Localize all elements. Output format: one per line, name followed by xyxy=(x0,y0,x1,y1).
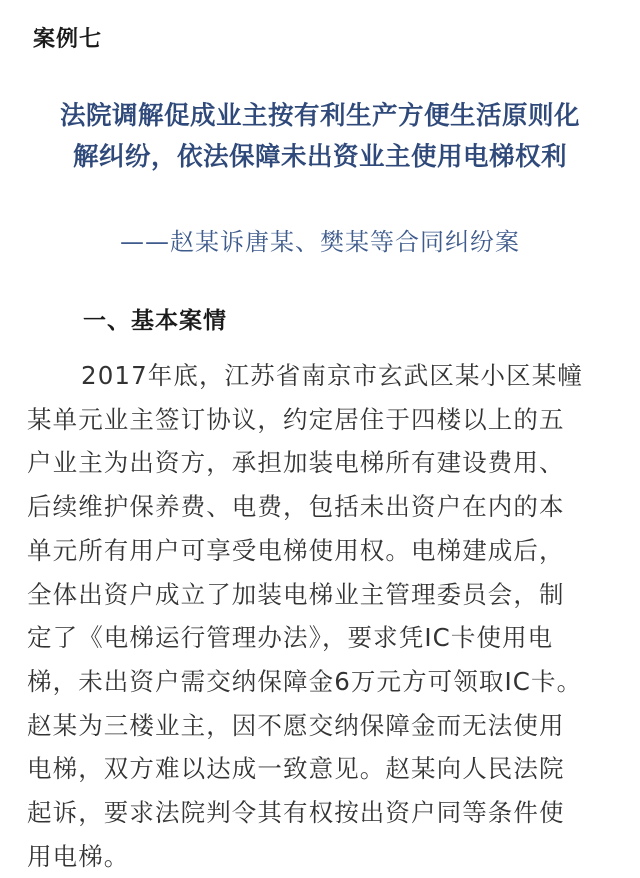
body-line: 全体出资户成立了加装电梯业主管理委员会，制 xyxy=(27,579,565,609)
case-title-line: 解纠纷，依法保障未出资业主使用电梯权利 xyxy=(72,142,567,172)
body-line: 后续维护保养费、电费，包括未出资户在内的本 xyxy=(27,492,565,522)
body-line: 赵某为三楼业主，因不愿交纳保障金而无法使用 xyxy=(27,710,565,740)
case-subtitle: ——赵某诉唐某、樊某等合同纠纷案 xyxy=(120,228,520,256)
body-line: 户业主为出资方，承担加装电梯所有建设费用、 xyxy=(27,448,565,478)
body-line: 2017年底，江苏省南京市玄武区某小区某幢 xyxy=(81,361,583,390)
body-line: 梯，未出资户需交纳保障金6万元方可领取IC卡。 xyxy=(27,666,583,696)
body-line: 某单元业主签订协议，约定居住于四楼以上的五 xyxy=(27,404,565,434)
body-line: 用电梯。 xyxy=(27,841,130,871)
case-title-line: 法院调解促成业主按有利生产方便生活原则化 xyxy=(59,101,580,131)
section-heading: 一、基本案情 xyxy=(83,308,227,334)
body-paragraph xyxy=(27,354,583,878)
body-line: 电梯，双方难以达成一致意见。赵某向人民法院 xyxy=(27,754,565,784)
case-label: 案例七 xyxy=(33,27,103,52)
body-line: 定了《电梯运行管理办法》，要求凭IC卡使用电 xyxy=(27,623,554,653)
body-line: 起诉，要求法院判令其有权按出资户同等条件使 xyxy=(27,798,565,828)
body-line: 单元所有用户可享受电梯使用权。电梯建成后， xyxy=(27,535,565,565)
case-title xyxy=(0,96,640,178)
